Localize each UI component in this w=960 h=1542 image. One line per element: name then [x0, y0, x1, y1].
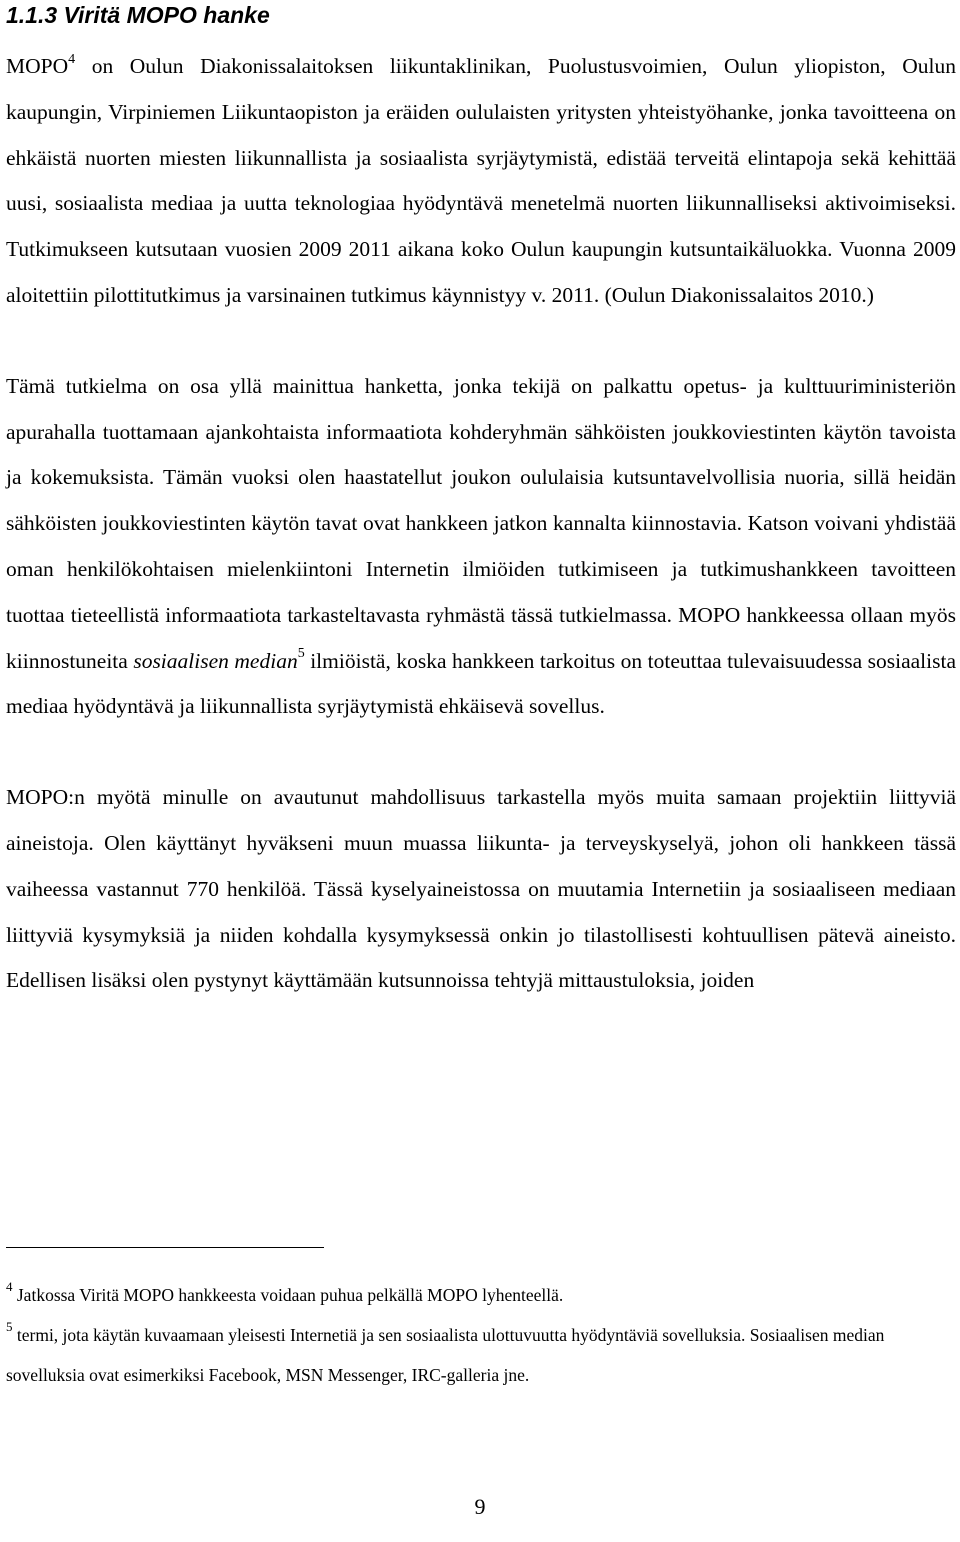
- page-number: 9: [474, 1494, 486, 1519]
- footnote-5-number: 5: [6, 1319, 13, 1335]
- paragraph-2-end: ilmiöistä, koska hankkeen tarkoitus on toteuttaa tulevaisuudessa sosiaalista mediaa hyödyntävä ja liikunnallista syrjäytymistä ehkäisevä sovellus.: [6, 648, 956, 719]
- paragraph-2-text: Tämä tutkielma on osa yllä mainittua hanketta, jonka tekijä on palkattu opetus- ja kulttuuriministeriön apurahalla tuottamaan ajankohtaista informaatiota kohderyhmän sähköisten joukkoviestinten käytön tavoista ja kokemuksista. Tämän vuoksi olen haastatellut joukon oululaisia kutsuntavelvollisia nuoria, sillä heidän sähköisten joukkoviestinten käytön tavat ovat hankkeen jatkon kannalta kiinnostavia. Katson voivani yhdistää oman henkilökohtaisen mielenkiintoni Internetin ilmiöiden tutkimiseen ja tutkimushankkeen tavoitteen tuottaa tieteellistä informaatiota tarkasteltavasta ryhmästä tässä tutkielmassa. MOPO hankkeessa ollaan myös kiinnostuneita: [6, 373, 956, 673]
- footnote-4-number: 4: [6, 1279, 13, 1295]
- paragraph-2: [6, 364, 956, 730]
- footnote-ref-5: 5: [297, 646, 305, 662]
- footnotes: [6, 1275, 956, 1395]
- footnote-5: [6, 1315, 956, 1395]
- footnote-ref-4: 4: [68, 51, 76, 67]
- footnote-4: [6, 1275, 956, 1315]
- footnote-5-text: termi, jota käytän kuvaamaan yleisesti Internetiä ja sen sosiaalista ulottuvuutta hyödyntäviä sovelluksia. Sosiaalisen median sovelluksia ovat esimerkiksi Facebook, MSN Messenger, IRC-galleria jne.: [6, 1325, 885, 1385]
- footnote-4-text: Jatkossa Viritä MOPO hankkeesta voidaan puhua pelkällä MOPO lyhenteellä.: [12, 1285, 564, 1305]
- paragraph-1-start: MOPO: [6, 54, 69, 78]
- document-page: [6, 0, 956, 1385]
- section-heading: 1.1.3 Viritä MOPO hanke: [6, 2, 270, 28]
- footnote-separator: [6, 1247, 324, 1248]
- paragraph-1-text: on Oulun Diakonissalaitoksen liikuntaklinikan, Puolustusvoimien, Oulun yliopiston, Oulun kaupungin, Virpiniemen Liikuntaopiston ja eräiden oululaisten yritysten yhteistyöhanke, jonka tavoitteena on ehkäistä nuorten miesten liikunnallista ja sosiaalista syrjäytymistä, edistää terveitä elintapoja sekä kehittää uusi, sosiaalista mediaa ja uutta teknologiaa hyödyntävä menetelmä nuorten liikunnalliseksi aktivoimiseksi. Tutkimukseen kutsutaan vuosien 2009 2011 aikana koko Oulun kaupungin kutsuntaikäluokka. Vuonna 2009 aloitettiin pilottitutkimus ja varsinainen tutkimus käynnistyy v. 2011. (Oulun Diakonissalaitos 2010.): [6, 54, 956, 307]
- italic-term: sosiaalisen median: [133, 648, 298, 673]
- paragraph-1: [6, 44, 956, 319]
- paragraph-3: MOPO:n myötä minulle on avautunut mahdollisuus tarkastella myös muita samaan projektiin liittyviä aineistoja. Olen käyttänyt hyväkseni muun muassa liikunta- ja terveyskyselyä, johon oli hankkeen tässä vaiheessa vastannut 770 henkilöä. Tässä kyselyaineistossa on muutamia Internetiin ja sosiaaliseen mediaan liittyviä kysymyksiä ja niiden kohdalla kysymyksessä onkin jo tilastollisesti kohtuullisen pätevä aineisto. Edellisen lisäksi olen pystynyt käyttämään kutsunnoissa tehtyjä mittaustuloksia, joiden: [6, 785, 956, 993]
